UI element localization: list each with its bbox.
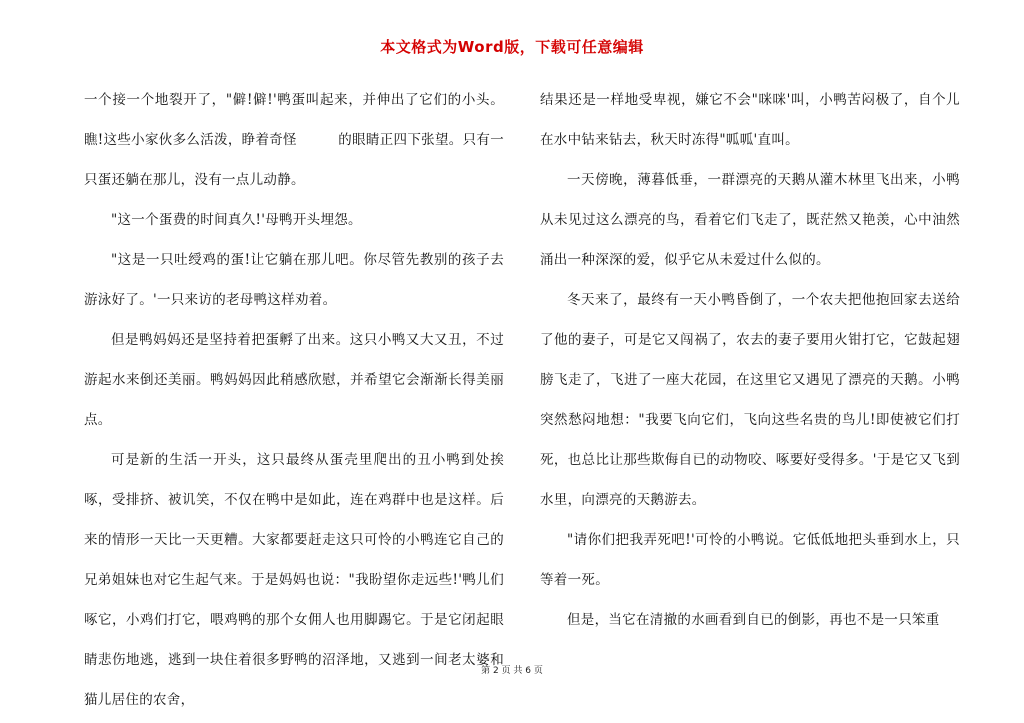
paragraph: "这一个蛋费的时间真久!'母鸭开头埋怨。 xyxy=(111,212,362,228)
paragraph: 一天傍晚，薄暮低垂，一群漂亮的天鹅从灌木林里飞出来，小鸭从未见过这么漂亮的鸟，看着它们飞走了，既茫然又艳羡，心中油然涌出一种深深的爱，似乎它从未爱过什么似的。 xyxy=(540,172,960,268)
paragraph: 一个接一个地裂开了，"僻!僻!'鸭蛋叫起来，并伸出了它们的小头。瞧!这些小家伙多么活泼，睁着奇怪 的眼睛正四下张望。只有一只蛋还躺在那儿，没有一点儿动静。 xyxy=(84,92,504,188)
paragraph: 冬天来了，最终有一天小鸭昏倒了，一个农夫把他抱回家去送给了他的妻子，可是它又闯祸了，农去的妻子要用火钳打它，它鼓起翅膀飞走了，飞进了一座大花园，在这里它又遇见了漂亮的天鹅。小鸭突然愁闷地想："我要飞向它们，飞向这些名贵的鸟儿!即使被它们打死，也总比让那些欺侮自已的动物咬、啄要好受得多。'于是它又飞到水里，向漂亮的天鹅游去。 xyxy=(540,292,960,508)
paragraph: "请你们把我弄死吧!'可怜的小鸭说。它低低地把头垂到水上，只等着一死。 xyxy=(540,532,960,588)
paragraph: "这是一只吐绶鸡的蛋!让它躺在那儿吧。你尽管先教别的孩子去游泳好了。'一只来访的老母鸭这样劝着。 xyxy=(84,252,504,308)
paragraph: 但是鸭妈妈还是坚持着把蛋孵了出来。这只小鸭又大又丑，不过游起水来倒还美丽。鸭妈妈因此稍感欣慰，并希望它会渐渐长得美丽点。 xyxy=(84,332,504,428)
paragraph: 可是新的生活一开头，这只最终从蛋壳里爬出的丑小鸭到处挨啄，受排挤、被讥笑，不仅在鸭中是如此，连在鸡群中也是这样。后来的情形一天比一天更糟。大家都要赶走这只可怜的小鸭连它自己的兄弟姐妹也对它生起气来。于是妈妈也说："我盼望你走远些!'鸭儿们啄它，小鸡们打它，喂鸡鸭的那个女佣人也用脚踢它。于是它闭起眼睛悲伤地逃，逃到一块住着很多野鸭的沼泽地，又逃到一间老太婆和猫儿居住的农舍， xyxy=(84,452,504,708)
left-text-column xyxy=(84,80,504,720)
document-header-banner: 本文格式为Word版，下载可任意编辑 xyxy=(380,38,644,56)
page-number-footer: 第 2 页 共 6 页 xyxy=(481,666,543,676)
paragraph: 但是，当它在清撤的水画看到自已的倒影，再也不是一只笨重 xyxy=(567,612,940,628)
right-text-column xyxy=(540,80,960,640)
paragraph: 结果还是一样地受卑视，嫌它不会"咪咪'叫，小鸭苦闷极了，自个儿在水中钻来钻去，秋天时冻得"呱呱'直叫。 xyxy=(540,92,960,148)
